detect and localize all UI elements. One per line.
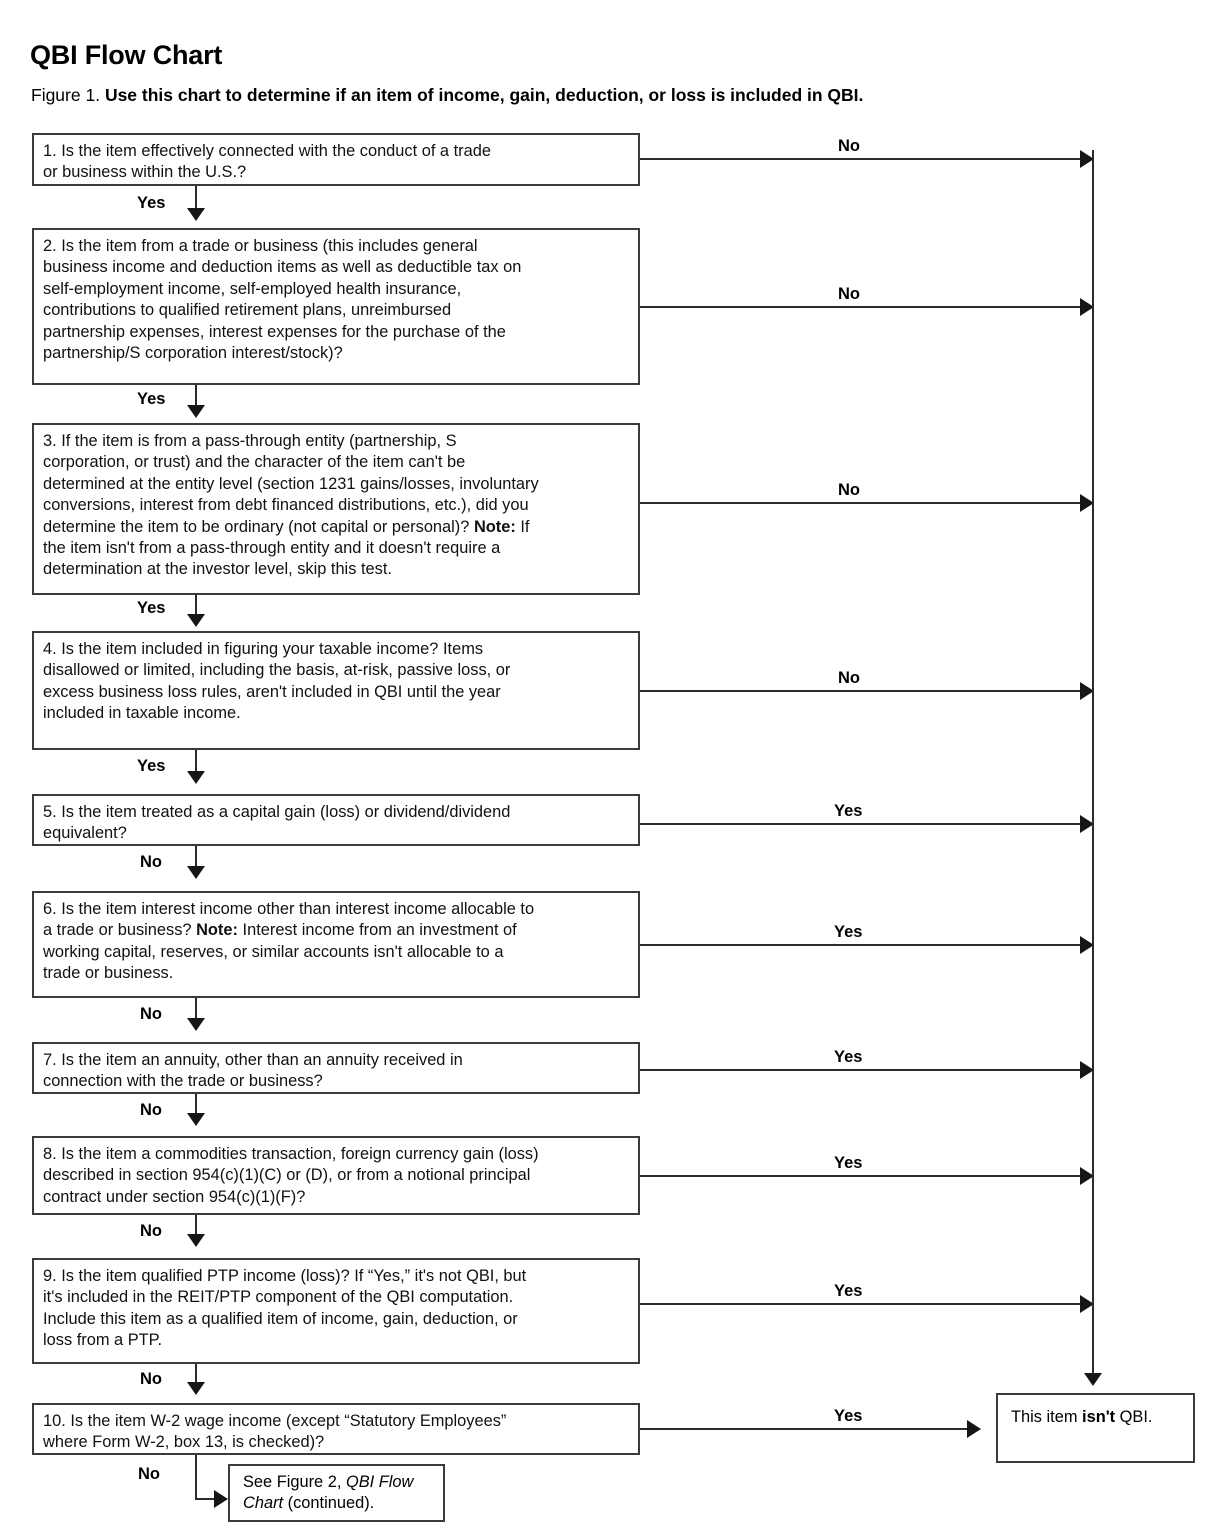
edge-q10-no-arrowhead bbox=[214, 1490, 228, 1508]
edge-label-q8-yes: Yes bbox=[834, 1154, 863, 1172]
edge-q9-yes-line bbox=[640, 1303, 1082, 1305]
edge-q5-yes-line bbox=[640, 823, 1082, 825]
edge-label-q7-no: No bbox=[140, 1101, 162, 1119]
q9-line-4: loss from a PTP. bbox=[43, 1331, 163, 1350]
question-box-5-text bbox=[43, 802, 631, 845]
q10-line-2: where Form W-2, box 13, is checked)? bbox=[43, 1433, 325, 1452]
question-box-5[interactable] bbox=[32, 794, 640, 846]
figure-caption bbox=[31, 85, 863, 107]
q4-line-3: excess business loss rules, aren't included in QBI until the year bbox=[43, 682, 501, 701]
q3-line-5a: determine the item to be ordinary (not capital or personal)? bbox=[43, 517, 474, 536]
question-box-3[interactable] bbox=[32, 423, 640, 595]
q5-line-1: 5. Is the item treated as a capital gain (loss) or dividend/dividend bbox=[43, 803, 511, 821]
q6-note-label: Note: bbox=[196, 921, 238, 940]
edge-q8-yes-line bbox=[640, 1175, 1082, 1177]
q3-note-label: Note: bbox=[473, 517, 516, 536]
edge-label-q8-no: No bbox=[140, 1222, 162, 1240]
edge-label-q4-no: No bbox=[838, 669, 860, 687]
edge-q8-no-arrowhead bbox=[187, 1234, 205, 1247]
question-box-9[interactable] bbox=[32, 1258, 640, 1364]
q9-line-3: Include this item as a qualified item of income, gain, deduction, or bbox=[43, 1309, 518, 1328]
question-box-1-text bbox=[43, 141, 631, 184]
edge-label-q1-yes: Yes bbox=[137, 194, 166, 212]
q4-line-4: included in taxable income. bbox=[43, 704, 241, 723]
edge-label-q10-yes: Yes bbox=[834, 1407, 863, 1425]
q3-line-3: determined at the entity level (section 1231 gains/losses, involuntary bbox=[43, 474, 539, 493]
q2-line-1: 2. Is the item from a trade or business (this includes general bbox=[43, 237, 478, 255]
q7-line-2: connection with the trade or business? bbox=[43, 1072, 323, 1091]
q3-line-4: conversions, interest from debt financed distributions, etc.), did you bbox=[43, 496, 529, 515]
q9-line-2: it's included in the REIT/PTP component of the QBI computation. bbox=[43, 1288, 514, 1307]
edge-label-q5-no: No bbox=[140, 853, 162, 871]
q3-line-2: corporation, or trust) and the character of the item can't be bbox=[43, 453, 466, 472]
edge-q1-no-line bbox=[640, 158, 1082, 160]
q6-line-3: working capital, reserves, or similar accounts isn't allocable to a bbox=[43, 942, 504, 961]
question-box-6[interactable] bbox=[32, 891, 640, 998]
terminal-box-continued[interactable] bbox=[228, 1464, 445, 1522]
edge-label-q6-yes: Yes bbox=[834, 923, 863, 941]
edge-label-q2-yes: Yes bbox=[137, 390, 166, 408]
edge-q5-no-arrowhead bbox=[187, 866, 205, 879]
edge-q2-no-line bbox=[640, 306, 1082, 308]
edge-label-q3-no: No bbox=[838, 481, 860, 499]
edge-label-q9-yes: Yes bbox=[834, 1282, 863, 1300]
question-box-4-text bbox=[43, 639, 631, 725]
question-box-2-text bbox=[43, 236, 631, 364]
q3-line-6: the item isn't from a pass-through entity and it doesn't require a bbox=[43, 539, 501, 558]
q7-line-1: 7. Is the item an annuity, other than an annuity received in bbox=[43, 1051, 463, 1069]
continued-text-d: (continued). bbox=[283, 1494, 375, 1513]
edge-q6-yes-line bbox=[640, 944, 1082, 946]
q3-line-1: 3. If the item is from a pass-through entity (partnership, S bbox=[43, 432, 457, 450]
q8-line-2: described in section 954(c)(1)(C) or (D), or from a notional principal bbox=[43, 1166, 531, 1185]
question-box-10-text bbox=[43, 1411, 631, 1454]
q1-line-1: 1. Is the item effectively connected with the conduct of a trade bbox=[43, 142, 491, 160]
q8-line-1: 8. Is the item a commodities transaction, foreign currency gain (loss) bbox=[43, 1145, 539, 1163]
edge-q10-yes-arrowhead bbox=[967, 1420, 981, 1438]
edge-label-q1-no: No bbox=[838, 137, 860, 155]
edge-q10-no-vline bbox=[195, 1455, 197, 1500]
question-box-6-text bbox=[43, 899, 631, 985]
q10-line-1: 10. Is the item W-2 wage income (except “Statutory Employees” bbox=[43, 1412, 507, 1430]
question-box-9-text bbox=[43, 1266, 631, 1352]
q2-line-2: business income and deduction items as well as deductible tax on bbox=[43, 258, 522, 277]
continued-text-italic-1: QBI Flow bbox=[345, 1473, 414, 1491]
edge-q4-yes-arrowhead bbox=[187, 771, 205, 784]
q6-line-2b: Interest income from an investment of bbox=[237, 921, 517, 940]
q6-line-1: 6. Is the item interest income other than interest income allocable to bbox=[43, 900, 535, 918]
not-qbi-text-a: This item bbox=[1011, 1408, 1083, 1426]
edge-q3-yes-arrowhead bbox=[187, 614, 205, 627]
edge-label-q2-no: No bbox=[838, 285, 860, 303]
continued-text-italic-2: Chart bbox=[243, 1494, 284, 1513]
edge-label-q5-yes: Yes bbox=[834, 802, 863, 820]
edge-q7-yes-line bbox=[640, 1069, 1082, 1071]
right-trunk-line bbox=[1092, 150, 1094, 1376]
q2-line-6: partnership/S corporation interest/stock)? bbox=[43, 344, 343, 363]
not-qbi-text-c: QBI. bbox=[1115, 1408, 1153, 1426]
q4-line-2: disallowed or limited, including the basis, at-risk, passive loss, or bbox=[43, 661, 511, 680]
question-box-1[interactable] bbox=[32, 133, 640, 186]
edge-q9-no-arrowhead bbox=[187, 1382, 205, 1395]
q2-line-3: self-employment income, self-employed health insurance, bbox=[43, 279, 462, 298]
q4-line-1: 4. Is the item included in figuring your taxable income? Items bbox=[43, 640, 484, 658]
not-qbi-text-bold: isn't bbox=[1082, 1408, 1116, 1426]
question-box-8-text bbox=[43, 1144, 631, 1208]
question-box-10[interactable] bbox=[32, 1403, 640, 1455]
question-box-7[interactable] bbox=[32, 1042, 640, 1094]
question-box-7-text bbox=[43, 1050, 631, 1093]
edge-label-q4-yes: Yes bbox=[137, 757, 166, 775]
edge-label-q10-no: No bbox=[138, 1465, 160, 1483]
edge-q2-yes-arrowhead bbox=[187, 405, 205, 418]
terminal-box-not-qbi[interactable] bbox=[996, 1393, 1195, 1463]
edge-q7-no-arrowhead bbox=[187, 1113, 205, 1126]
terminal-box-continued-text bbox=[243, 1472, 435, 1515]
continued-text-a: See Figure 2, bbox=[243, 1473, 346, 1491]
right-trunk-arrowhead bbox=[1084, 1373, 1102, 1386]
edge-label-q7-yes: Yes bbox=[834, 1048, 863, 1066]
edge-q3-no-line bbox=[640, 502, 1082, 504]
figure-caption-text: Use this chart to determine if an item of income, gain, deduction, or loss is included in QBI. bbox=[104, 85, 864, 105]
edge-label-q9-no: No bbox=[140, 1370, 162, 1388]
q6-line-4: trade or business. bbox=[43, 964, 174, 983]
edge-q10-yes-line bbox=[640, 1428, 969, 1430]
edge-label-q3-yes: Yes bbox=[137, 599, 166, 617]
q5-line-2: equivalent? bbox=[43, 824, 127, 843]
question-box-3-text bbox=[43, 431, 631, 581]
edge-label-q6-no: No bbox=[140, 1005, 162, 1023]
q2-line-5: partnership expenses, interest expenses for the purchase of the bbox=[43, 322, 506, 341]
edge-q4-no-line bbox=[640, 690, 1082, 692]
page-title: QBI Flow Chart bbox=[30, 40, 223, 70]
q6-line-2a: a trade or business? bbox=[43, 921, 197, 940]
terminal-box-not-qbi-text bbox=[1011, 1407, 1185, 1428]
figure-label: Figure 1. bbox=[31, 85, 101, 105]
q3-line-7: determination at the investor level, skip this test. bbox=[43, 560, 392, 579]
q3-line-5b: If bbox=[515, 517, 530, 536]
q9-line-1: 9. Is the item qualified PTP income (loss)? If “Yes,” it's not QBI, but bbox=[43, 1267, 527, 1285]
edge-q6-no-arrowhead bbox=[187, 1018, 205, 1031]
edge-q1-yes-arrowhead bbox=[187, 208, 205, 221]
question-box-8[interactable] bbox=[32, 1136, 640, 1215]
q8-line-3: contract under section 954(c)(1)(F)? bbox=[43, 1187, 306, 1206]
q1-line-2: or business within the U.S.? bbox=[43, 163, 247, 182]
question-box-2[interactable] bbox=[32, 228, 640, 385]
question-box-4[interactable] bbox=[32, 631, 640, 750]
q2-line-4: contributions to qualified retirement plans, unreimbursed bbox=[43, 301, 452, 320]
